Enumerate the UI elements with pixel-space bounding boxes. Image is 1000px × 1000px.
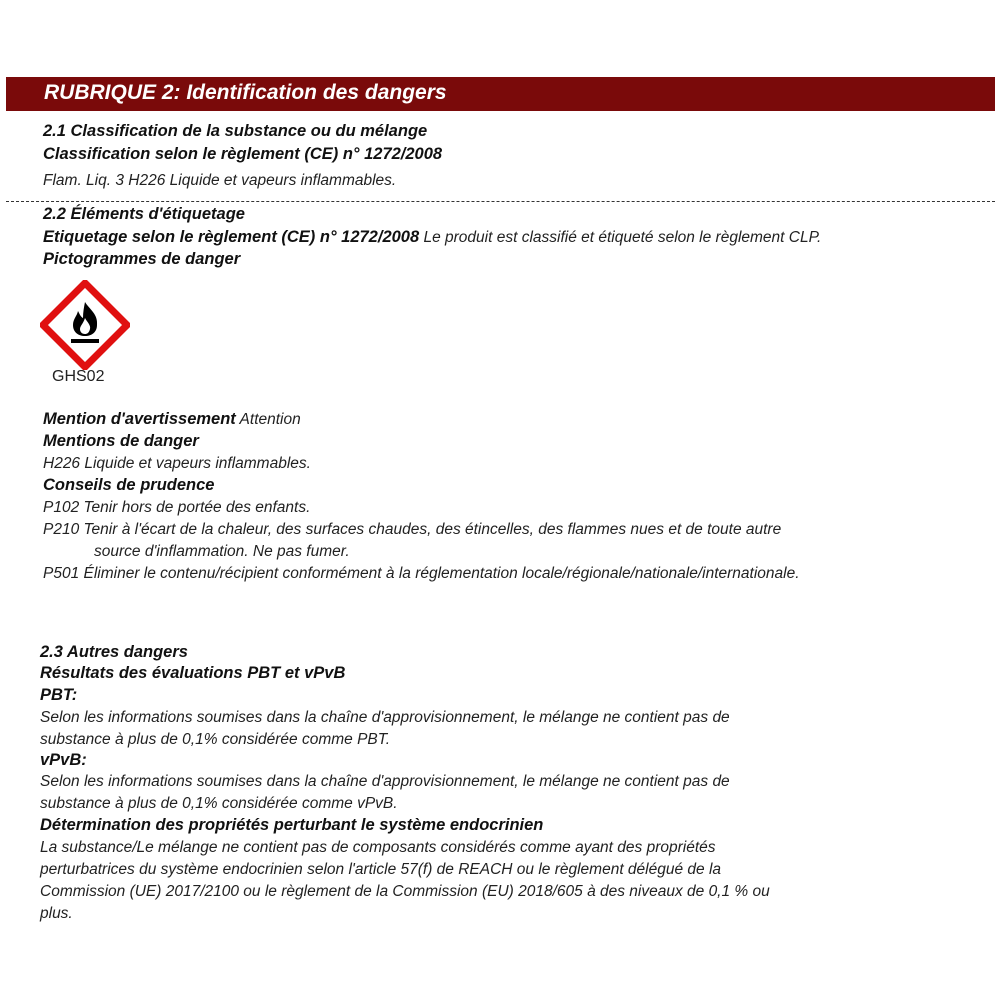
- section-header: [6, 77, 995, 111]
- signal-word: Attention: [235, 411, 301, 428]
- hazard-statements-label: Mentions de danger: [43, 432, 199, 450]
- signal-word-line: [43, 410, 301, 429]
- vpvb-label: vPvB:: [40, 751, 87, 769]
- signal-word-label: Mention d'avertissement: [43, 410, 236, 428]
- endocrine-text-line: perturbatrices du système endocrinien selon l'article 57(f) de REACH ou le règlement délégué de la: [40, 861, 722, 878]
- precaution-p210: P210 Tenir à l'écart de la chaleur, des surfaces chaudes, des étincelles, des flammes nues et de toute autre: [43, 521, 782, 538]
- pbt-vpvb-label: Résultats des évaluations PBT et vPvB: [40, 664, 346, 682]
- vpvb-text-line: Selon les informations soumises dans la chaîne d'approvisionnement, le mélange ne contient pas de: [40, 773, 730, 790]
- pictogram-code: GHS02: [52, 368, 105, 385]
- precaution-p102: P102 Tenir hors de portée des enfants.: [43, 499, 311, 516]
- precaution-p501: P501 Éliminer le contenu/récipient conformément à la réglementation locale/régionale/nationale/internationale.: [43, 565, 800, 582]
- labelling-line: [43, 228, 821, 247]
- pictograms-label: Pictogrammes de danger: [43, 250, 241, 268]
- subsection-2-3-title: 2.3 Autres dangers: [40, 643, 188, 661]
- classification-text: Flam. Liq. 3 H226 Liquide et vapeurs inflammables.: [43, 172, 397, 189]
- subsection-2-2-title: 2.2 Éléments d'étiquetage: [43, 205, 245, 223]
- hazard-statement: H226 Liquide et vapeurs inflammables.: [43, 455, 311, 472]
- endocrine-text-line: La substance/Le mélange ne contient pas de composants considérés comme ayant des propriétés: [40, 839, 716, 856]
- pbt-text-line: substance à plus de 0,1% considérée comme PBT.: [40, 731, 391, 748]
- section-divider: [6, 201, 995, 202]
- endocrine-text-line: plus.: [40, 905, 73, 922]
- subsection-2-1-title: 2.1 Classification de la substance ou du mélange: [43, 122, 428, 140]
- section-title: RUBRIQUE 2: Identification des dangers: [44, 81, 447, 104]
- vpvb-text-line: substance à plus de 0,1% considérée comme vPvB.: [40, 795, 398, 812]
- pbt-label: PBT:: [40, 686, 78, 704]
- precaution-p210-continued: source d'inflammation. Ne pas fumer.: [94, 543, 350, 560]
- pbt-text-line: Selon les informations soumises dans la chaîne d'approvisionnement, le mélange ne contient pas de: [40, 709, 730, 726]
- labelling-text: Le produit est classifié et étiqueté selon le règlement CLP.: [419, 229, 822, 246]
- ghs02-flame-pictogram: [40, 280, 130, 370]
- precautionary-statements-label: Conseils de prudence: [43, 476, 215, 494]
- classification-regulation-label: Classification selon le règlement (CE) n° 1272/2008: [43, 145, 443, 163]
- endocrine-text-line: Commission (UE) 2017/2100 ou le règlement de la Commission (EU) 2018/605 à des niveaux de 0,1 % ou: [40, 883, 770, 900]
- endocrine-label: Détermination des propriétés perturbant le système endocrinien: [40, 816, 544, 834]
- labelling-label: Etiquetage selon le règlement (CE) n° 1272/2008: [43, 228, 420, 246]
